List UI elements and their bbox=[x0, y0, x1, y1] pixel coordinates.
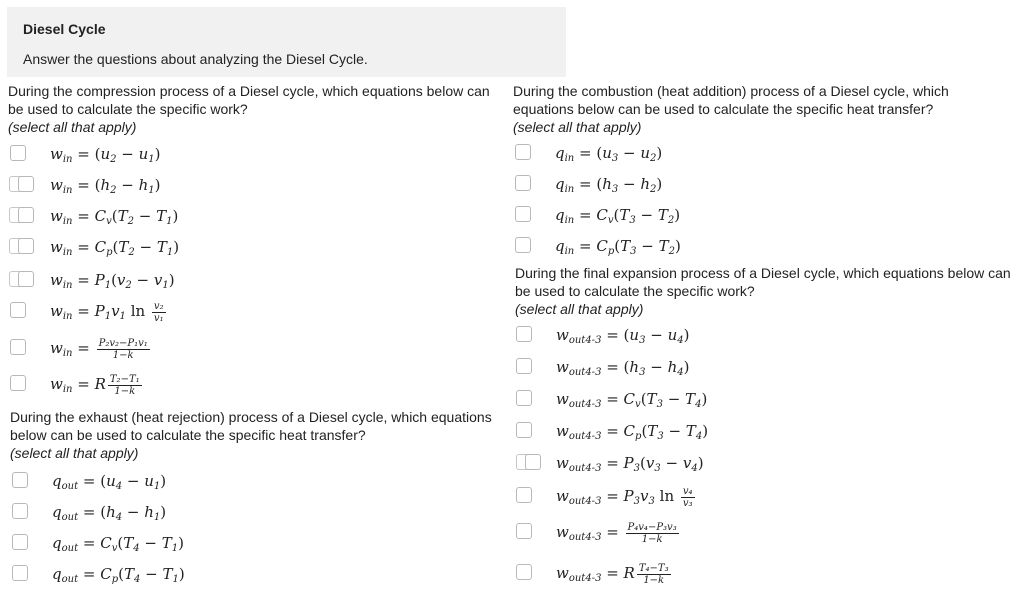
equation: $w_{in} = P_1(v_2 - v_1)$ bbox=[50, 271, 175, 291]
checkbox[interactable] bbox=[12, 534, 28, 550]
checkbox[interactable] bbox=[516, 326, 532, 342]
checkbox[interactable] bbox=[18, 271, 34, 287]
equation: $w_{out4-3}$ = $\frac{\text{P₄v₄−P₃v₃}}{1-k}$ bbox=[556, 521, 677, 545]
equation: $w_{out4-3} = C_p(T_3 - T_4)$ bbox=[556, 422, 709, 442]
page-subtitle: Answer the questions about analyzing the Diesel Cycle. bbox=[23, 51, 368, 67]
question-prompt: During the final expansion process of a Diesel cycle, which equations below can be used to calculate the specific work? bbox=[515, 265, 1011, 299]
question-expansion bbox=[515, 264, 1020, 318]
question-exhaust bbox=[10, 408, 505, 462]
equation: $q_{out} = (u_4 - u_1)$ bbox=[52, 472, 167, 492]
checkbox[interactable] bbox=[516, 422, 532, 438]
question-prompt: During the exhaust (heat rejection) process of a Diesel cycle, which equations below can be used to calculate the specific heat transfer? bbox=[10, 409, 492, 443]
checkbox[interactable] bbox=[12, 472, 28, 488]
equation: $w_{in} = C_v(T_2 - T_1)$ bbox=[50, 207, 179, 227]
checkbox[interactable] bbox=[516, 564, 532, 580]
question-hint: (select all that apply) bbox=[513, 119, 642, 135]
question-combustion bbox=[513, 82, 1003, 136]
equation: $q_{out} = C_v(T_4 - T_1)$ bbox=[52, 534, 184, 554]
question-hint: (select all that apply) bbox=[515, 301, 644, 317]
checkbox[interactable] bbox=[516, 358, 532, 374]
equation: $w_{in}$ = $\frac{\text{P₂v₂−P₁v₁}}{1-k}$ bbox=[50, 337, 148, 361]
equation: $w_{out4-3} = (u_3 - u_4)$ bbox=[556, 326, 690, 346]
equation: $w_{out4-3} = C_v(T_3 - T_4)$ bbox=[556, 390, 708, 410]
checkbox[interactable] bbox=[515, 206, 531, 222]
equation: $w_{in} = C_p(T_2 - T_1)$ bbox=[50, 238, 180, 258]
equation: $w_{out4-3} = P_3(v_3 - v_4)$ bbox=[556, 454, 704, 474]
checkbox[interactable] bbox=[516, 390, 532, 406]
checkbox[interactable] bbox=[12, 565, 28, 581]
question-prompt: During the compression process of a Diesel cycle, which equations below can be used to calculate the specific work? bbox=[8, 83, 490, 117]
equation: $w_{in} = (u_2 - u_1)$ bbox=[50, 145, 161, 165]
checkbox[interactable] bbox=[10, 145, 26, 161]
checkbox[interactable] bbox=[515, 175, 531, 191]
page-title: Diesel Cycle bbox=[23, 21, 106, 37]
checkbox[interactable] bbox=[515, 144, 531, 160]
checkbox[interactable] bbox=[10, 375, 26, 391]
checkbox[interactable] bbox=[10, 339, 26, 355]
equation: $w_{in} = (h_2 - h_1)$ bbox=[50, 176, 161, 196]
checkbox[interactable] bbox=[525, 454, 541, 470]
question-hint: (select all that apply) bbox=[8, 119, 137, 135]
question-hint: (select all that apply) bbox=[10, 445, 139, 461]
equation: $w_{out4-3} = R$ $\frac{\text{T₄−T₃}}{1-k}$ bbox=[556, 562, 669, 586]
checkbox[interactable] bbox=[10, 302, 26, 318]
checkbox[interactable] bbox=[12, 503, 28, 519]
question-header bbox=[7, 7, 566, 77]
question-prompt: During the combustion (heat addition) process of a Diesel cycle, which equations below can be used to calculate the specific heat transfer? bbox=[513, 83, 949, 117]
equation: $w_{in} = R$ $\frac{\text{T₂−T₁}}{1-k}$ bbox=[50, 373, 140, 397]
equation: $q_{in} = C_v(T_3 - T_2)$ bbox=[555, 206, 681, 226]
checkbox[interactable] bbox=[18, 238, 34, 254]
equation: $w_{out4-3} = P_3v_3$ ln $\frac{\text{v₄}}{\text{v₃}}$ bbox=[556, 485, 693, 509]
checkbox[interactable] bbox=[516, 487, 532, 503]
equation: $q_{in} = C_p(T_3 - T_2)$ bbox=[555, 237, 681, 257]
question-compression bbox=[8, 82, 503, 136]
checkbox[interactable] bbox=[18, 207, 34, 223]
equation: $w_{out4-3} = (h_3 - h_4)$ bbox=[556, 358, 690, 378]
equation: $q_{in} = (u_3 - u_2)$ bbox=[555, 144, 663, 164]
equation: $w_{in} = P_1v_1$ ln $\frac{\text{v₂}}{\text{v₁}}$ bbox=[50, 300, 164, 324]
checkbox[interactable] bbox=[516, 523, 532, 539]
equation: $q_{out} = C_p(T_4 - T_1)$ bbox=[52, 565, 185, 585]
equation: $q_{out} = (h_4 - h_1)$ bbox=[52, 503, 167, 523]
checkbox[interactable] bbox=[515, 237, 531, 253]
checkbox[interactable] bbox=[18, 176, 34, 192]
equation: $q_{in} = (h_3 - h_2)$ bbox=[555, 175, 663, 195]
